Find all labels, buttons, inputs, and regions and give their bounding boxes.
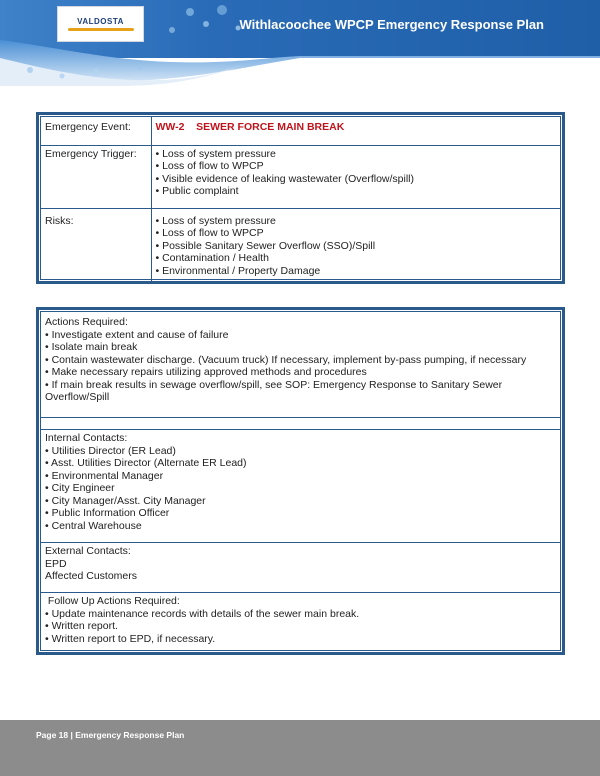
emergency-event-label: Emergency Event: (41, 117, 151, 145)
internal-contact-item: • City Manager/Asst. City Manager (45, 494, 206, 507)
event-title: SEWER FORCE MAIN BREAK (196, 121, 345, 133)
valdosta-logo (57, 6, 144, 42)
row-emergency-trigger (41, 145, 560, 208)
action-item: • Investigate extent and cause of failure (45, 328, 229, 341)
risk-item: • Loss of system pressure (155, 214, 276, 227)
external-contact-item: EPD (45, 557, 67, 570)
follow-up-item: • Update maintenance records with details of the sewer main break. (45, 607, 360, 620)
page-header (0, 0, 600, 86)
trigger-item: • Visible evidence of leaking wastewater (Overflow/spill) (155, 172, 415, 185)
risk-item: • Loss of flow to WPCP (155, 227, 264, 239)
logo-text: VALDOSTA (77, 17, 124, 26)
external-contacts-label: External Contacts: (45, 545, 131, 557)
actions-required-section (41, 312, 560, 417)
external-contact-item: Affected Customers (45, 570, 138, 582)
risk-item: • Contamination / Health (155, 252, 269, 264)
row-risks (41, 208, 560, 281)
internal-contact-item: • Central Warehouse (45, 519, 142, 532)
trigger-item: • Loss of system pressure (155, 147, 276, 160)
blank-row (41, 417, 560, 429)
follow-up-item: • Written report to EPD, if necessary. (45, 632, 216, 645)
emergency-trigger-label: Emergency Trigger: (41, 145, 151, 208)
actions-required-label: Actions Required: (45, 316, 128, 328)
action-item: • Make necessary repairs utilizing approved methods and procedures (45, 366, 367, 378)
row-emergency-event (41, 117, 560, 145)
page-footer (0, 720, 600, 776)
risks-list (151, 208, 560, 281)
internal-contacts-section (41, 429, 560, 542)
logo-swoosh (68, 28, 134, 31)
risk-item: • Environmental / Property Damage (155, 264, 321, 277)
internal-contacts-label: Internal Contacts: (45, 432, 128, 444)
internal-contact-item: • Utilities Director (ER Lead) (45, 444, 176, 457)
emergency-event-value (151, 117, 560, 145)
follow-up-section (41, 592, 560, 652)
follow-up-item: • Written report. (45, 620, 118, 632)
action-item: • If main break results in sewage overflow/spill, see SOP: Emergency Response to Sanitary Sewer Overflow/Spill (45, 378, 503, 403)
emergency-trigger-list (151, 145, 560, 208)
event-table (41, 117, 560, 281)
event-code: WW-2 (155, 121, 185, 133)
internal-contact-item: • Public Information Officer (45, 507, 170, 519)
internal-contact-item: • Environmental Manager (45, 469, 164, 482)
action-item: • Isolate main break (45, 341, 138, 353)
actions-frame (36, 307, 565, 655)
event-table-frame (36, 112, 565, 284)
internal-contact-item: • Asst. Utilities Director (Alternate ER Lead) (45, 457, 247, 469)
risk-item: • Possible Sanitary Sewer Overflow (SSO)/Spill (155, 239, 376, 252)
risks-label: Risks: (41, 208, 151, 281)
action-item: • Contain wastewater discharge. (Vacuum truck) If necessary, implement by-pass pumping, if necessary (45, 353, 527, 366)
actions-inner (40, 311, 561, 651)
footer-page-label: Page 18 | Emergency Response Plan (36, 730, 185, 740)
external-contacts-section (41, 542, 560, 592)
header-title: Withlacoochee WPCP Emergency Response Plan (239, 17, 544, 32)
event-table-inner (40, 116, 561, 280)
follow-up-label: Follow Up Actions Required: (45, 595, 180, 607)
trigger-item: • Loss of flow to WPCP (155, 160, 264, 172)
trigger-item: • Public complaint (155, 185, 239, 197)
internal-contact-item: • City Engineer (45, 482, 115, 494)
